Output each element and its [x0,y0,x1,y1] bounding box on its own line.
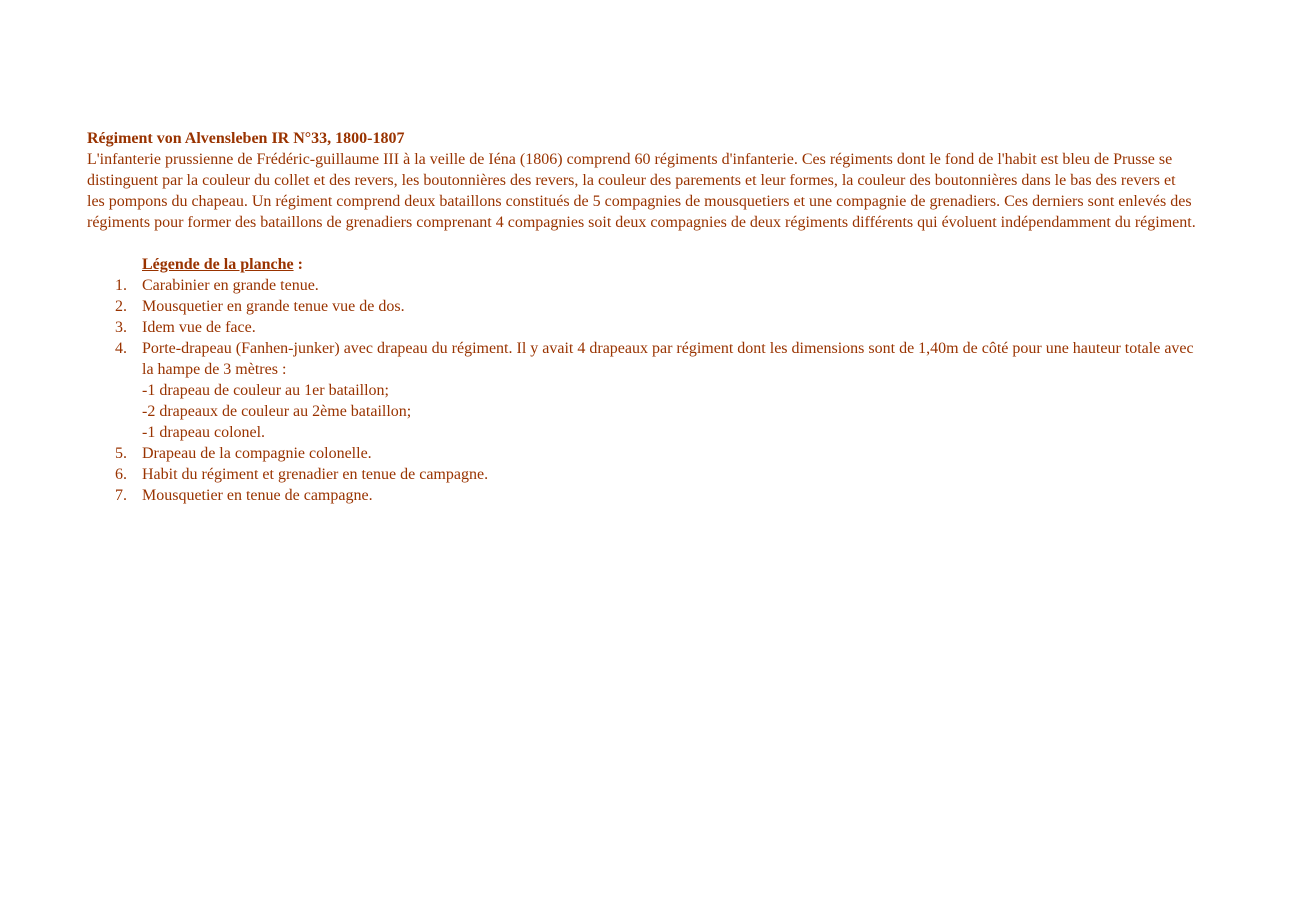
list-item-number: 7. [115,487,127,504]
list-item [87,296,1197,317]
list-item-text: Porte-drapeau (Fanhen-junker) avec drapeau du régiment. Il y avait 4 drapeaux par régiment dont les dimensions sont de 1,40m de côté pour une hauteur totale avec la hampe de 3 mètres : [142,340,1194,378]
list-item-text: Carabinier en grande tenue. [142,277,319,294]
legend-heading [142,254,1197,275]
list-item-number: 2. [115,298,127,315]
intro-paragraph: L'infanterie prussienne de Frédéric-guillaume III à la veille de Iéna (1806) comprend 60 régiments d'infanterie. Ces régiments dont le fond de l'habit est bleu de Prusse se distinguent par la couleur du collet et des revers, les boutonnières des revers, la couleur des parements et leur formes, la couleur des boutonnières dans le bas des revers et les pompons du chapeau. Un régiment comprend deux bataillons constitués de 5 compagnies de mousquetiers et une compagnie de grenadiers. Ces derniers sont enlevés des régiments pour former des bataillons de grenadiers comprenant 4 compagnies soit deux compagnies de deux régiments différents qui évoluent indépendamment du régiment. [87,151,1196,231]
list-item [87,485,1197,506]
list-item [87,443,1197,464]
list-item-text: Habit du régiment et grenadier en tenue de campagne. [142,466,489,483]
list-item-subline: -1 drapeau de couleur au 1er bataillon; [142,382,389,399]
legend-heading-colon: : [293,256,303,273]
list-item-subline: -2 drapeaux de couleur au 2ème bataillon; [142,403,412,420]
list-item-number: 4. [115,340,127,357]
list-item [87,317,1197,338]
list-item-text: Drapeau de la compagnie colonelle. [142,445,372,462]
list-item [87,338,1197,443]
list-item-number: 5. [115,445,127,462]
document-page [87,128,1197,506]
legend-list [87,275,1197,506]
list-item-number: 1. [115,277,127,294]
list-item-subline: -1 drapeau colonel. [142,424,266,441]
list-item-text: Mousquetier en tenue de campagne. [142,487,373,504]
legend-heading-label: Légende de la planche [142,256,294,273]
list-item-number: 6. [115,466,127,483]
list-item [87,464,1197,485]
list-item-text: Mousquetier en grande tenue vue de dos. [142,298,405,315]
list-item-number: 3. [115,319,127,336]
list-item [87,275,1197,296]
document-title: Régiment von Alvensleben IR N°33, 1800-1807 [87,130,405,147]
list-item-text: Idem vue de face. [142,319,256,336]
